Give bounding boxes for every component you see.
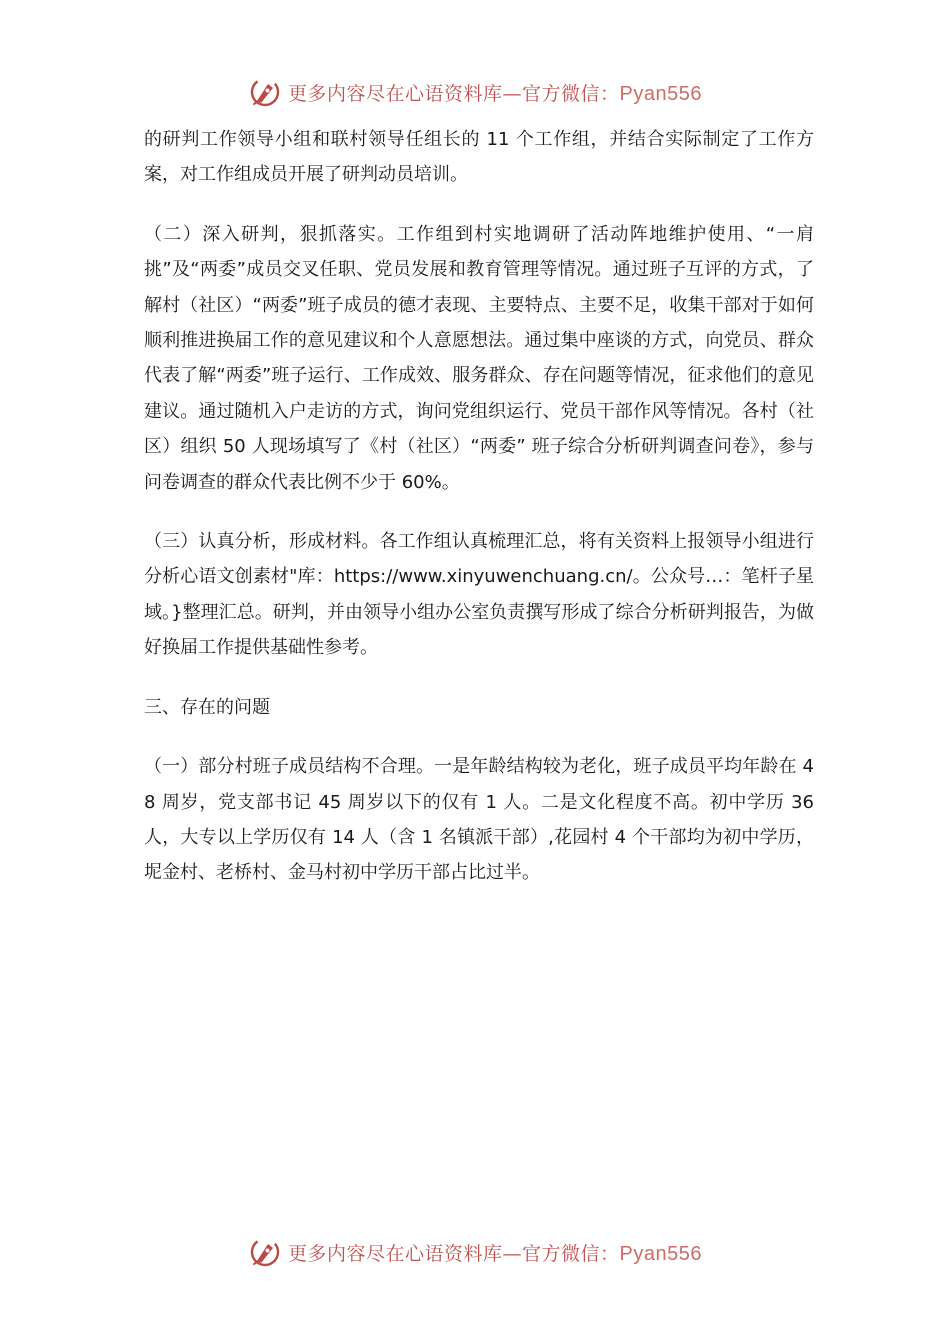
paragraph: （二）深入研判，狠抓落实。工作组到村实地调研了活动阵地维护使用、“一肩挑”及“两委”成员交叉任职、党员发展和教育管理等情况。通过班子互评的方式，了解村（社区）“两委”班子成员的德才表现、主要特点、主要不足，收集干部对于如何顺利推进换届工作的意见建议和个人意愿想法。通过集中座谈的方式，向党员、群众代表了解“两委”班子运行、工作成效、服务群众、存在问题等情况，征求他们的意见建议。通过随机入户走访的方式，询问党组织运行、党员干部作风等情况。各村（社区）组织 50 人现场填写了《村（社区）“两委” 班子综合分析研判调查问卷》，参与问卷调查的群众代表比例不少于 60%。 — [144, 223, 814, 493]
pen-nib-logo-icon — [248, 75, 282, 109]
section-heading: 三、存在的问题 — [144, 696, 270, 718]
paragraph: （一）部分村班子成员结构不合理。一是年龄结构较为老化，班子成员平均年龄在 48 周岁，党支部书记 45 周岁以下的仅有 1 人。二是文化程度不高。初中学历 36 人，大专以上学历仅有 14 人（含 1 名镇派干部）,花园村 4 个干部均为初中学历，坭金村、老桥村、金马村初中学历干部占比过半。 — [144, 756, 814, 884]
pen-nib-logo-icon — [248, 1235, 282, 1269]
watermark-footer — [0, 1232, 950, 1272]
watermark-text: 更多内容尽在心语资料库—官方微信：Pyan556 — [288, 1242, 702, 1265]
paragraph: （三）认真分析，形成材料。各工作组认真梳理汇总，将有关资料上报领导小组进行分析心语文创素材"库：https://www.xinyuwenchuang.cn/。公众号…：笔杆子星域。}整理汇总。研判，并由领导小组办公室负责撰写形成了综合分析研判报告，为做好换届工作提供基础性参考。 — [144, 531, 814, 659]
paragraph: 的研判工作领导小组和联村领导任组长的 11 个工作组，并结合实际制定了工作方案，对工作组成员开展了研判动员培训。 — [144, 129, 814, 186]
watermark-handle: Pyan556 — [619, 1242, 702, 1265]
watermark-handle: Pyan556 — [619, 82, 702, 105]
watermark-text: 更多内容尽在心语资料库—官方微信：Pyan556 — [288, 82, 702, 105]
watermark-header — [0, 72, 950, 112]
document-body — [144, 122, 814, 915]
